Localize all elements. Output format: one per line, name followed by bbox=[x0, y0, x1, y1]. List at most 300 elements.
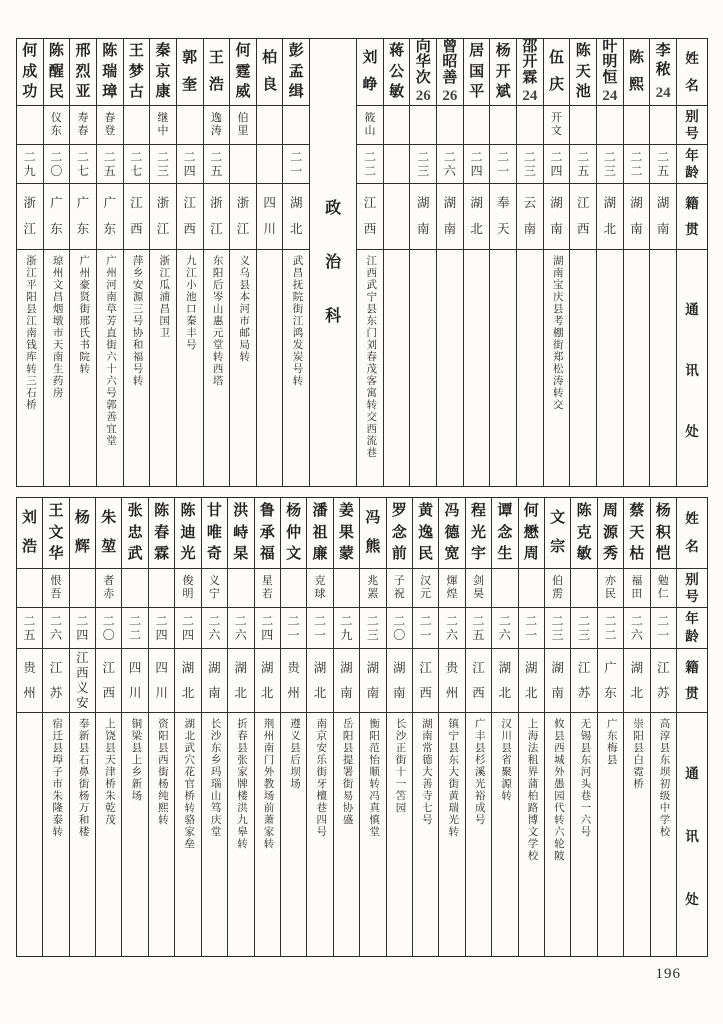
name-cell bbox=[17, 498, 42, 568]
section-label: 政 治 科 bbox=[325, 199, 342, 325]
person-age: 二 四 bbox=[181, 614, 194, 642]
person-alias: 者 赤 bbox=[103, 575, 115, 600]
person-column bbox=[649, 39, 676, 486]
bottom-roster-table bbox=[16, 497, 708, 957]
person-address: 东阳后岑山惠元堂转西塔 bbox=[211, 255, 223, 387]
person-age: 二 四 bbox=[550, 150, 563, 178]
person-name: 何 霆 威 bbox=[235, 43, 251, 100]
alias-cell bbox=[122, 568, 147, 607]
name-cell bbox=[149, 498, 174, 568]
address-cell bbox=[228, 712, 253, 956]
person-native-place: 湖 北 bbox=[525, 660, 538, 700]
column-headers bbox=[676, 39, 707, 486]
person-column bbox=[333, 498, 359, 956]
alias-cell bbox=[124, 105, 150, 144]
native-place-cell bbox=[43, 648, 68, 712]
person-column bbox=[356, 39, 383, 486]
address-cell bbox=[17, 712, 42, 956]
header-native-place: 籍 贯 bbox=[685, 660, 699, 701]
person-alias: 伯 雳 bbox=[552, 575, 564, 600]
person-age: 二 〇 bbox=[393, 614, 406, 642]
name-cell bbox=[384, 39, 410, 105]
alias-cell bbox=[70, 568, 95, 607]
person-native-place: 江 苏 bbox=[577, 660, 591, 700]
person-native-place: 湖 北 bbox=[313, 660, 327, 700]
native-place-cell bbox=[571, 648, 596, 712]
native-place-cell bbox=[177, 183, 203, 249]
person-native-place: 广 东 bbox=[76, 196, 90, 237]
person-column bbox=[383, 39, 410, 486]
person-age: 二 六 bbox=[49, 614, 62, 642]
person-age: 二 一 bbox=[525, 614, 538, 642]
header-age-cell bbox=[677, 607, 707, 648]
person-native-place: 湖 南 bbox=[443, 196, 457, 237]
person-alias: 俊 明 bbox=[182, 575, 194, 600]
person-address: 南京安乐街牙檀巷四号 bbox=[315, 718, 327, 838]
person-name: 叶 明 恒 24 bbox=[602, 39, 618, 105]
person-age: 二 五 bbox=[210, 150, 223, 178]
person-native-place: 湖 南 bbox=[656, 196, 670, 237]
header-alias: 别 号 bbox=[685, 108, 699, 141]
person-age: 二 一 bbox=[287, 614, 300, 642]
alias-cell bbox=[517, 105, 543, 144]
person-name: 陈 迪 光 bbox=[180, 503, 196, 562]
person-age: 二 〇 bbox=[50, 150, 63, 178]
person-column bbox=[95, 498, 121, 956]
section-label-cell bbox=[310, 39, 356, 486]
person-age: 二 九 bbox=[340, 614, 353, 642]
alias-cell bbox=[281, 568, 306, 607]
native-place-cell bbox=[257, 183, 283, 249]
person-age: 二 二 bbox=[129, 614, 142, 642]
age-cell bbox=[122, 607, 147, 648]
person-alias: 勉 仁 bbox=[657, 575, 669, 600]
person-column bbox=[148, 498, 174, 956]
person-age: 二 五 bbox=[657, 150, 670, 178]
name-cell bbox=[466, 498, 491, 568]
person-native-place: 湖 南 bbox=[208, 660, 221, 700]
person-column bbox=[282, 39, 309, 486]
age-cell bbox=[357, 144, 383, 183]
age-cell bbox=[519, 607, 544, 648]
alias-cell bbox=[466, 568, 491, 607]
person-name: 王 梦 古 bbox=[128, 43, 144, 100]
alias-cell bbox=[384, 105, 410, 144]
native-place-cell bbox=[466, 648, 491, 712]
person-age: 二 五 bbox=[577, 150, 590, 178]
person-native-place: 湖 南 bbox=[630, 196, 643, 237]
person-column bbox=[17, 498, 42, 956]
age-cell bbox=[281, 607, 306, 648]
address-cell bbox=[70, 712, 95, 956]
native-place-cell bbox=[490, 183, 516, 249]
person-address: 资阳县西街杨纯熙转 bbox=[156, 718, 168, 826]
name-cell bbox=[597, 39, 623, 105]
address-cell bbox=[97, 249, 123, 486]
person-column bbox=[463, 39, 490, 486]
person-name: 洪 峙 杲 bbox=[233, 503, 249, 562]
person-column bbox=[436, 39, 463, 486]
person-native-place: 江 苏 bbox=[657, 660, 670, 700]
person-age: 二 四 bbox=[155, 614, 168, 642]
address-cell bbox=[571, 712, 596, 956]
alias-cell bbox=[413, 568, 438, 607]
person-native-place: 浙 江 bbox=[23, 196, 36, 237]
name-cell bbox=[650, 39, 676, 105]
address-cell bbox=[570, 249, 596, 486]
native-place-cell bbox=[360, 648, 385, 712]
header-native-place: 籍 贯 bbox=[685, 195, 699, 237]
header-name: 姓 名 bbox=[685, 511, 699, 555]
alias-cell bbox=[150, 105, 176, 144]
alias-cell bbox=[492, 568, 517, 607]
person-native-place: 湖 南 bbox=[340, 660, 353, 700]
native-place-cell bbox=[437, 183, 463, 249]
header-native-place-cell bbox=[677, 183, 707, 249]
address-cell bbox=[257, 249, 283, 486]
person-alias: 逸 涛 bbox=[210, 112, 222, 137]
person-column bbox=[386, 498, 412, 956]
name-footnote: 26 bbox=[415, 88, 431, 105]
age-cell bbox=[624, 607, 649, 648]
person-age: 二 六 bbox=[234, 614, 247, 642]
column-headers bbox=[676, 498, 707, 956]
address-cell bbox=[384, 249, 410, 486]
native-place-cell bbox=[650, 183, 676, 249]
person-native-place: 湖 南 bbox=[551, 660, 564, 700]
person-native-place: 江 西 义 安 bbox=[76, 650, 89, 710]
native-place-cell bbox=[413, 648, 438, 712]
header-name-cell bbox=[677, 39, 707, 105]
person-name: 陈 醒 民 bbox=[48, 43, 64, 100]
header-address-cell bbox=[677, 249, 707, 486]
name-cell bbox=[624, 498, 649, 568]
native-place-cell bbox=[544, 183, 570, 249]
alias-cell bbox=[257, 105, 283, 144]
person-native-place: 江 西 bbox=[576, 196, 590, 237]
age-cell bbox=[492, 607, 517, 648]
address-cell bbox=[544, 249, 570, 486]
alias-cell bbox=[357, 105, 383, 144]
age-cell bbox=[360, 607, 385, 648]
person-column bbox=[569, 39, 596, 486]
name-cell bbox=[544, 39, 570, 105]
person-address: 衡阳范怡顺转冯真慎堂 bbox=[368, 718, 380, 838]
person-native-place: 江 苏 bbox=[49, 660, 63, 700]
person-column bbox=[69, 498, 95, 956]
address-cell bbox=[204, 249, 230, 486]
native-place-cell bbox=[651, 648, 676, 712]
person-native-place: 湖 北 bbox=[260, 660, 274, 700]
person-age: 二 二 bbox=[630, 150, 643, 178]
person-column bbox=[121, 498, 147, 956]
person-address: 铜梁县上乡新场 bbox=[130, 718, 142, 802]
person-column bbox=[201, 498, 227, 956]
name-cell bbox=[439, 498, 464, 568]
person-alias: 福 田 bbox=[631, 575, 643, 600]
address-cell bbox=[413, 712, 438, 956]
person-name: 蒋 公 敏 bbox=[389, 43, 405, 100]
address-cell bbox=[255, 712, 280, 956]
name-cell bbox=[97, 39, 123, 105]
person-address: 琼州文昌烟墩市天南生药房 bbox=[51, 255, 63, 399]
age-cell bbox=[413, 607, 438, 648]
name-cell bbox=[177, 39, 203, 105]
name-cell bbox=[17, 39, 43, 105]
top-roster-table bbox=[16, 38, 708, 487]
address-cell bbox=[357, 249, 383, 486]
name-cell bbox=[283, 39, 309, 105]
native-place-cell bbox=[464, 183, 490, 249]
person-column bbox=[596, 39, 623, 486]
header-alias: 别 号 bbox=[685, 571, 699, 604]
person-age: 二 二 bbox=[363, 150, 376, 178]
header-address: 通 讯 处 bbox=[685, 766, 699, 908]
person-address: 奉新县石鼻街杨万和楼 bbox=[77, 718, 89, 838]
native-place-cell bbox=[17, 183, 43, 249]
native-place-cell bbox=[283, 183, 309, 249]
person-column bbox=[516, 39, 543, 486]
alias-cell bbox=[437, 105, 463, 144]
person-native-place: 江 西 bbox=[102, 660, 116, 700]
person-age: 二 六 bbox=[443, 150, 456, 178]
person-address: 岳阳县提署街易协盛 bbox=[341, 718, 353, 826]
person-name: 杨 仲 文 bbox=[286, 503, 302, 562]
native-place-cell bbox=[545, 648, 570, 712]
person-native-place: 浙 江 bbox=[210, 196, 223, 237]
person-address: 荆州南门外教场前萧家转 bbox=[262, 718, 274, 850]
person-column bbox=[229, 39, 256, 486]
age-cell bbox=[202, 607, 227, 648]
address-cell bbox=[281, 712, 306, 956]
person-column bbox=[69, 39, 96, 486]
alias-cell bbox=[96, 568, 121, 607]
person-alias: 子 祝 bbox=[393, 575, 405, 600]
person-native-place: 湖 南 bbox=[366, 660, 380, 700]
person-name: 程 光 宇 bbox=[470, 503, 486, 562]
person-column bbox=[570, 498, 596, 956]
name-cell bbox=[464, 39, 490, 105]
age-cell bbox=[70, 607, 95, 648]
person-address: 萍乡安源三号协和福号转 bbox=[131, 255, 143, 387]
alias-cell bbox=[43, 568, 68, 607]
person-column bbox=[43, 39, 70, 486]
native-place-cell bbox=[70, 183, 96, 249]
person-column bbox=[123, 39, 150, 486]
person-address: 镇宁县东大街黄瑞光转 bbox=[447, 718, 459, 838]
person-native-place: 湖 北 bbox=[498, 660, 512, 700]
alias-cell bbox=[387, 568, 412, 607]
person-column bbox=[544, 498, 570, 956]
address-cell bbox=[44, 249, 70, 486]
name-cell bbox=[202, 498, 227, 568]
person-native-place: 湖 南 bbox=[550, 196, 563, 237]
native-place-cell bbox=[150, 183, 176, 249]
person-address: 广州豪贤街邢氏书院转 bbox=[78, 255, 90, 375]
age-cell bbox=[283, 144, 309, 183]
native-place-cell bbox=[96, 648, 121, 712]
person-name: 陈 春 霖 bbox=[154, 503, 170, 562]
age-cell bbox=[624, 144, 650, 183]
name-cell bbox=[230, 39, 256, 105]
native-place-cell bbox=[519, 648, 544, 712]
alias-cell bbox=[70, 105, 96, 144]
person-name: 鲁 承 福 bbox=[259, 503, 275, 562]
person-alias: 星 若 bbox=[261, 575, 273, 600]
person-native-place: 湖 北 bbox=[181, 660, 195, 700]
name-cell bbox=[410, 39, 436, 105]
name-footnote: 24 bbox=[602, 88, 618, 105]
person-column bbox=[96, 39, 123, 486]
person-address: 长沙正街十一笘园 bbox=[394, 718, 406, 814]
address-cell bbox=[464, 249, 490, 486]
person-age: 二 九 bbox=[23, 150, 36, 178]
person-name: 居 国 平 bbox=[469, 43, 485, 100]
person-age: 二 四 bbox=[183, 150, 196, 178]
person-column bbox=[280, 498, 306, 956]
native-place-cell bbox=[122, 648, 147, 712]
alias-cell bbox=[439, 568, 464, 607]
age-cell bbox=[124, 144, 150, 183]
name-cell bbox=[122, 498, 147, 568]
native-place-cell bbox=[597, 183, 623, 249]
age-cell bbox=[544, 144, 570, 183]
native-place-cell bbox=[410, 183, 436, 249]
person-native-place: 广 东 bbox=[50, 196, 63, 237]
person-alias: 恨 吾 bbox=[50, 575, 62, 600]
native-place-cell bbox=[624, 648, 649, 712]
person-name: 邢 烈 亚 bbox=[75, 43, 91, 100]
native-place-cell bbox=[44, 183, 70, 249]
age-cell bbox=[517, 144, 543, 183]
alias-cell bbox=[624, 568, 649, 607]
address-cell bbox=[492, 712, 517, 956]
header-name: 姓 名 bbox=[685, 51, 699, 93]
address-cell bbox=[387, 712, 412, 956]
address-cell bbox=[651, 712, 676, 956]
address-cell bbox=[437, 249, 463, 486]
address-cell bbox=[124, 249, 150, 486]
person-name: 秦 京 康 bbox=[155, 43, 171, 100]
native-place-cell bbox=[204, 183, 230, 249]
alias-cell bbox=[597, 105, 623, 144]
name-cell bbox=[175, 498, 200, 568]
person-age: 二 七 bbox=[130, 150, 143, 178]
name-cell bbox=[357, 39, 383, 105]
person-native-place: 四 川 bbox=[155, 660, 168, 700]
person-column bbox=[409, 39, 436, 486]
name-cell bbox=[571, 498, 596, 568]
person-native-place: 贵 州 bbox=[23, 660, 36, 700]
native-place-cell bbox=[70, 648, 95, 712]
alias-cell bbox=[307, 568, 332, 607]
alias-cell bbox=[410, 105, 436, 144]
address-cell bbox=[334, 712, 359, 956]
alias-cell bbox=[571, 568, 596, 607]
age-cell bbox=[150, 144, 176, 183]
age-cell bbox=[70, 144, 96, 183]
address-cell bbox=[96, 712, 121, 956]
address-cell bbox=[545, 712, 570, 956]
person-name: 潘 祖 廉 bbox=[312, 503, 328, 562]
alias-cell bbox=[464, 105, 490, 144]
age-cell bbox=[439, 607, 464, 648]
age-cell bbox=[175, 607, 200, 648]
age-cell bbox=[44, 144, 70, 183]
person-column bbox=[254, 498, 280, 956]
person-column bbox=[149, 39, 176, 486]
person-age: 二 一 bbox=[290, 150, 303, 178]
age-cell bbox=[334, 607, 359, 648]
native-place-cell bbox=[384, 183, 410, 249]
header-native-place-cell bbox=[677, 648, 707, 712]
address-cell bbox=[122, 712, 147, 956]
address-cell bbox=[150, 249, 176, 486]
person-name: 文 宗 bbox=[550, 510, 566, 555]
person-age: 二 三 bbox=[578, 614, 591, 642]
person-age: 二 五 bbox=[472, 614, 485, 642]
address-cell bbox=[519, 712, 544, 956]
name-cell bbox=[228, 498, 253, 568]
person-column bbox=[623, 39, 650, 486]
person-column bbox=[306, 498, 332, 956]
person-native-place: 贵 州 bbox=[287, 660, 300, 700]
person-age: 二 六 bbox=[630, 614, 643, 642]
person-column bbox=[650, 498, 676, 956]
person-alias: 仪 东 bbox=[50, 112, 62, 137]
person-alias: 寿 春 bbox=[77, 112, 89, 137]
person-age: 二 三 bbox=[523, 150, 536, 178]
alias-cell bbox=[624, 105, 650, 144]
person-name: 曾 昭 善 26 bbox=[442, 39, 458, 105]
person-address: 江西武宁县东门刘春茂客寓转交西流巷 bbox=[365, 255, 377, 459]
name-cell bbox=[70, 498, 95, 568]
person-address: 无锡县东河头巷一六号 bbox=[579, 718, 591, 838]
name-cell bbox=[281, 498, 306, 568]
person-name: 邵 开 霖 24 bbox=[522, 39, 538, 105]
age-cell bbox=[257, 144, 283, 183]
section-label-column bbox=[309, 39, 356, 486]
person-column bbox=[176, 39, 203, 486]
person-alias: 克 球 bbox=[314, 575, 326, 600]
native-place-cell bbox=[281, 648, 306, 712]
person-name: 柏 良 bbox=[262, 50, 278, 93]
person-address: 广州河南草芳直街六十六号郭善宜堂 bbox=[104, 255, 116, 447]
person-alias: 春 登 bbox=[104, 112, 116, 137]
alias-cell bbox=[490, 105, 516, 144]
person-age: 二 四 bbox=[76, 614, 89, 642]
address-cell bbox=[410, 249, 436, 486]
person-name: 彭 孟 缉 bbox=[288, 43, 304, 100]
person-column bbox=[623, 498, 649, 956]
person-name: 冯 熊 bbox=[365, 510, 381, 555]
alias-cell bbox=[334, 568, 359, 607]
alias-cell bbox=[519, 568, 544, 607]
person-column bbox=[438, 498, 464, 956]
person-age: 二 六 bbox=[446, 614, 459, 642]
address-cell bbox=[177, 249, 203, 486]
native-place-cell bbox=[228, 648, 253, 712]
person-age: 二 一 bbox=[314, 614, 327, 642]
person-alias: 剑 昊 bbox=[472, 575, 484, 600]
native-place-cell bbox=[255, 648, 280, 712]
person-native-place: 浙 江 bbox=[236, 196, 250, 237]
person-name: 郭 奎 bbox=[182, 50, 198, 93]
person-column bbox=[491, 498, 517, 956]
address-cell bbox=[360, 712, 385, 956]
person-name: 刘 峥 bbox=[362, 50, 378, 93]
person-age: 二 一 bbox=[497, 150, 510, 178]
